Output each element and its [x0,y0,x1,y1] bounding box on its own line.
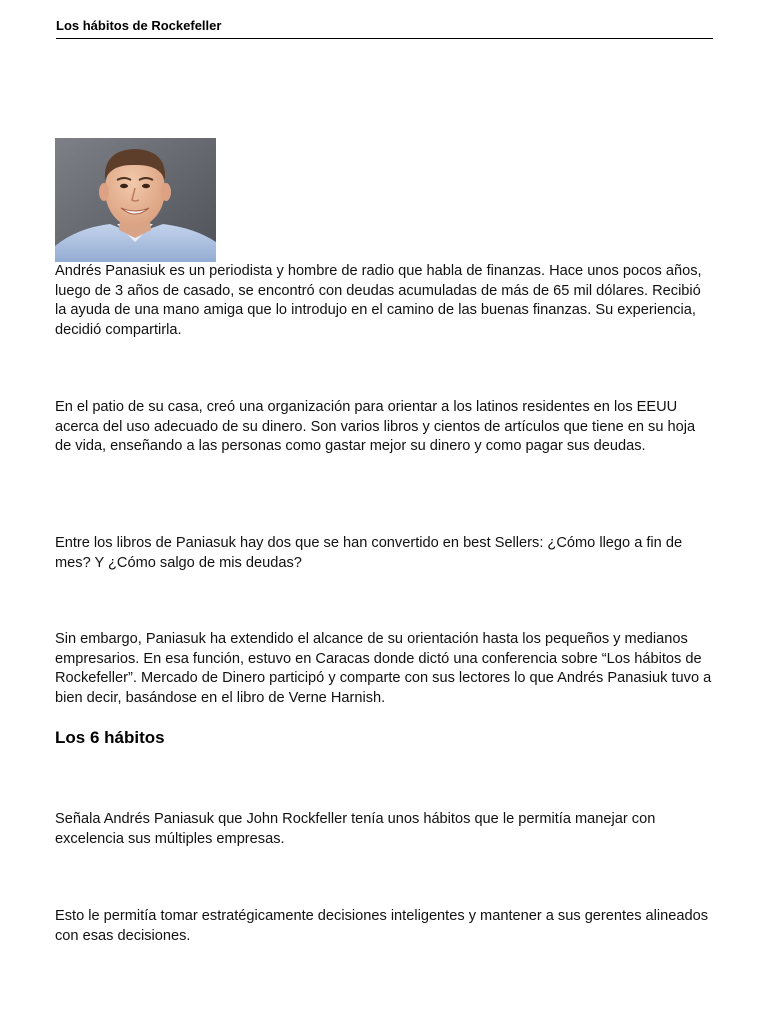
paragraph-organization: En el patio de su casa, creó una organización para orientar a los latinos residentes en los EEUU acerca del uso adecuado de su dinero. Son varios libros y cientos de artículos que tiene en su hoja de vida, enseñando a las personas como gastar mejor su dinero y como pagar sus deudas. [55,399,696,454]
author-photo [55,138,216,262]
paragraph-books: Entre los libros de Paniasuk hay dos que se han convertido en best Sellers: ¿Cómo llego a fin de mes? Y ¿Cómo salgo de mis deudas? [55,535,683,571]
paragraph-conference: Sin embargo, Paniasuk ha extendido el alcance de su orientación hasta los pequeños y medianos empresarios. En esa función, estuvo en Caracas donde dictó una conferencia sobre “Los hábitos de Rockefeller”. Mercado de Dinero participó y comparte con sus lectores lo que Andrés Panasiuk tuvo a bien decir, basándose en el libro de Verne Harnish. [55,631,712,706]
page-title: Los hábitos de Rockefeller [56,18,222,33]
paragraph-decisions: Esto le permitía tomar estratégicamente decisiones inteligentes y mantener a sus gerentes alineados con esas decisiones. [55,908,709,944]
section-heading: Los 6 hábitos [55,728,165,747]
page-header [56,18,713,39]
paragraph-habits: Señala Andrés Paniasuk que John Rockfeller tenía unos hábitos que le permitía manejar con excelencia sus múltiples empresas. [55,811,656,847]
paragraph-intro: Andrés Panasiuk es un periodista y hombre de radio que habla de finanzas. Hace unos pocos años, luego de 3 años de casado, se encontró con deudas acumuladas de más de 65 mil dólares. Recibió la ayuda de una mano amiga que lo introdujo en el camino de las buenas finanzas. Su experiencia, decidió compartirla. [55,263,702,338]
